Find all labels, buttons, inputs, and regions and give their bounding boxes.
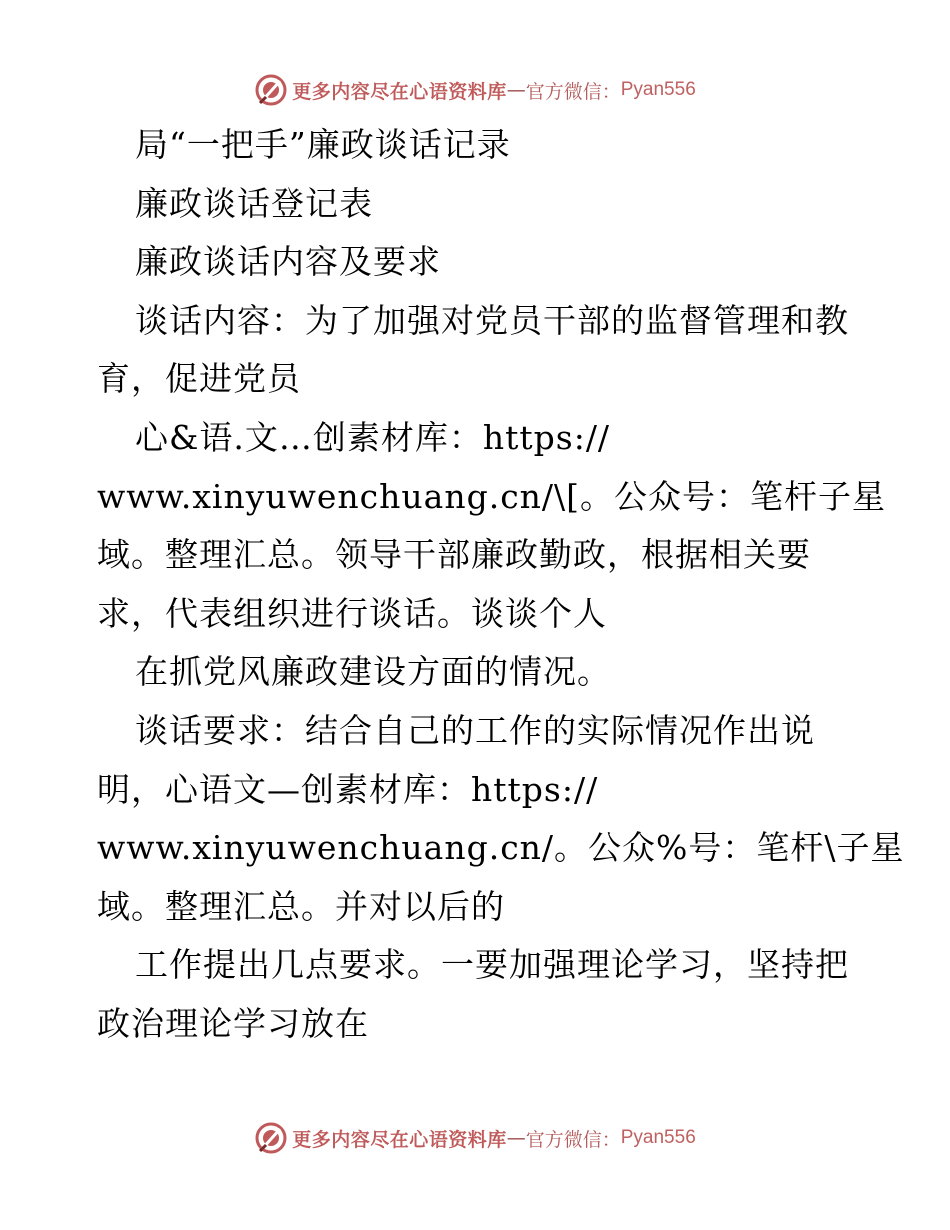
watermark-main-text: 更多内容尽在心语资料库 xyxy=(292,80,507,103)
watermark-separator: — xyxy=(506,1127,526,1149)
document-body xyxy=(97,116,905,1054)
document-line: 谈话要求：结合自己的工作的实际情况作出说 xyxy=(135,710,815,750)
document-line: 域。整理汇总。领导干部廉政勤政，根据相关要 xyxy=(97,535,811,575)
document-line: 廉政谈话内容及要求 xyxy=(135,242,441,282)
watermark-footer xyxy=(0,1118,950,1158)
document-line: www.xinyuwenchuang.cn/。公众%号：笔杆\子星 xyxy=(97,828,905,868)
document-line: 域。整理汇总。并对以后的 xyxy=(97,886,505,926)
watermark-separator: — xyxy=(506,79,526,101)
document-line: 政治理论学习放在 xyxy=(97,1003,369,1043)
document-line: 求，代表组织进行谈话。谈谈个人 xyxy=(97,593,607,633)
document-line: 谈话内容：为了加强对党员干部的监督管理和教 xyxy=(135,300,849,340)
pen-circle-icon xyxy=(254,1121,288,1155)
document-line: 心&语.文…创素材库：https:// xyxy=(135,417,611,457)
watermark-wechat-id: Pyan556 xyxy=(620,79,696,100)
document-line: 工作提出几点要求。一要加强理论学习，坚持把 xyxy=(135,945,849,985)
watermark-header xyxy=(0,70,950,110)
watermark-wechat-id: Pyan556 xyxy=(620,1127,696,1148)
watermark-wechat-label: 官方微信： xyxy=(525,80,621,103)
document-line: 局“一把手”廉政谈话记录 xyxy=(135,125,511,164)
document-line: 在抓党风廉政建设方面的情况。 xyxy=(135,652,611,692)
document-line: 明，心语文—创素材库：https:// xyxy=(97,769,599,809)
pen-circle-icon xyxy=(254,73,288,107)
document-line: 廉政谈话登记表 xyxy=(135,183,373,223)
document-line: www.xinyuwenchuang.cn/\[。公众号：笔杆子星 xyxy=(97,476,887,516)
document-line: 育，促进党员 xyxy=(97,359,301,399)
watermark-wechat-label: 官方微信： xyxy=(525,1128,621,1151)
watermark-main-text: 更多内容尽在心语资料库 xyxy=(292,1128,507,1151)
